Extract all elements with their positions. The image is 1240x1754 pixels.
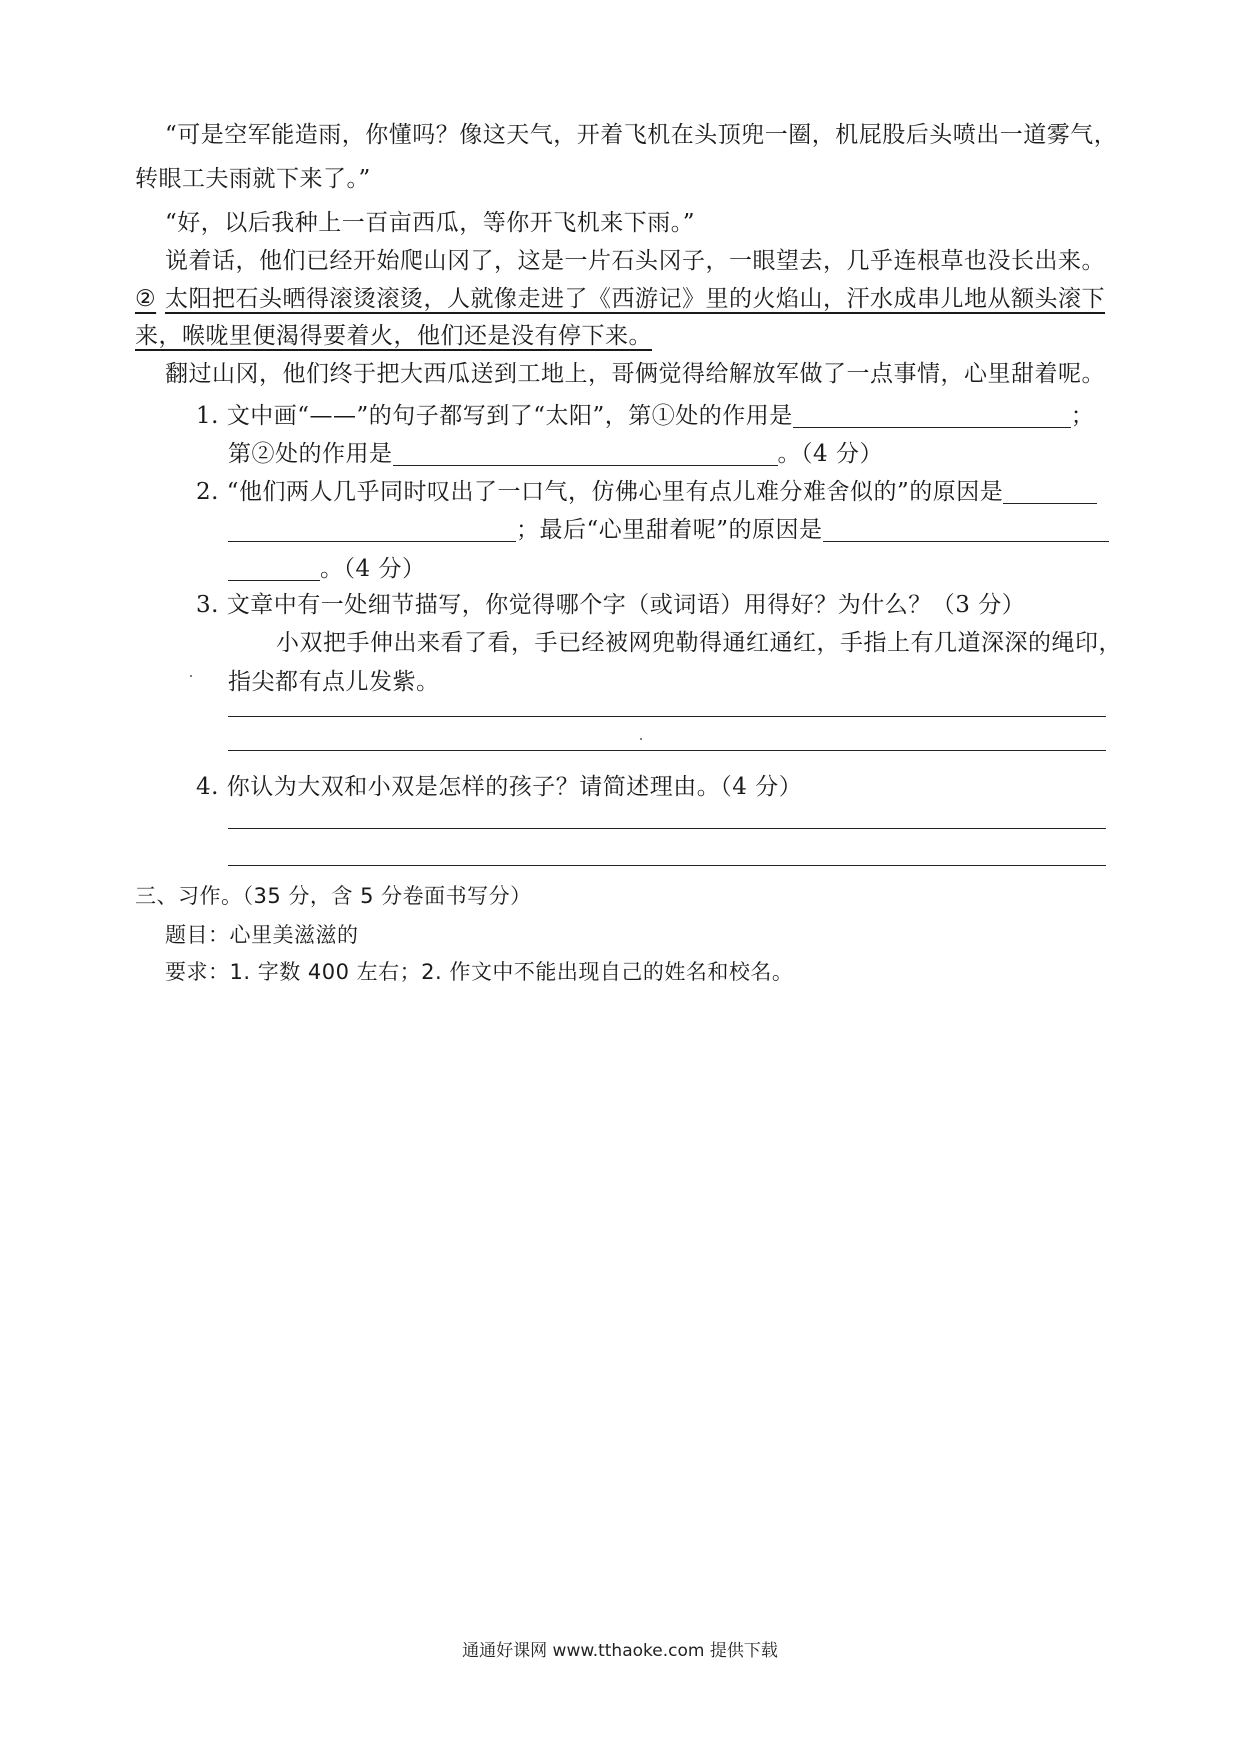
underlined-sentence-marker: ② <box>135 286 157 312</box>
answer-line[interactable] <box>228 750 1106 751</box>
question-text: ；最后“心里甜着呢”的原因是 <box>516 517 823 543</box>
question-1 <box>196 403 1094 428</box>
scan-speck <box>190 675 192 677</box>
answer-line[interactable] <box>228 716 1106 717</box>
question-1-cont <box>228 441 883 466</box>
question-2-cont <box>228 517 1109 542</box>
question-2-cont <box>228 556 425 581</box>
page-footer: 通通好课网 www.tthaoke.com 提供下载 <box>462 1641 778 1661</box>
answer-blank[interactable] <box>393 441 778 466</box>
answer-blank[interactable] <box>823 517 1109 542</box>
composition-requirements: 要求：1. 字数 400 左右；2. 作文中不能出现自己的姓名和校名。 <box>165 960 794 984</box>
question-text: 1. 文中画“——”的句子都写到了“太阳”，第①处的作用是 <box>196 403 793 429</box>
question-3: 3. 文章中有一处细节描写，你觉得哪个字（或词语）用得好？为什么？（3 分） <box>196 592 1026 618</box>
passage-line: “好，以后我种上一百亩西瓜，等你开飞机来下雨。” <box>165 210 696 236</box>
question-2 <box>196 479 1097 504</box>
score-note: 。（4 分） <box>320 556 426 582</box>
composition-topic: 题目：心里美滋滋的 <box>165 923 359 947</box>
quoted-detail: 小双把手伸出来看了看，手已经被网兜勒得通红通红，手指上有几道深深的绳印， <box>276 630 1122 656</box>
question-4: 4. 你认为大双和小双是怎样的孩子？请简述理由。（4 分） <box>196 774 803 800</box>
score-note: 。（4 分） <box>777 441 883 467</box>
scan-speck <box>640 738 642 740</box>
question-text: 第②处的作用是 <box>228 441 393 467</box>
answer-line[interactable] <box>228 865 1106 866</box>
answer-blank[interactable] <box>1003 479 1097 504</box>
passage-line: “可是空军能造雨，你懂吗？像这天气，开着飞机在头顶兜一圈，机屁股后头喷出一道雾气， <box>165 122 1118 148</box>
answer-blank[interactable] <box>793 403 1071 428</box>
passage-line: 说着话，他们已经开始爬山冈了，这是一片石头冈子，一眼望去，几乎连根草也没长出来。 <box>165 248 1105 274</box>
answer-line[interactable] <box>228 828 1106 829</box>
underlined-sentence: 太阳把石头晒得滚烫滚烫，人就像走进了《西游记》里的火焰山，汗水成串儿地从额头滚下 <box>165 286 1105 312</box>
answer-blank[interactable] <box>228 556 320 581</box>
answer-blank[interactable] <box>228 517 516 542</box>
section-heading: 三、习作。（35 分，含 5 分卷面书写分） <box>135 884 532 908</box>
passage-line: 翻过山冈，他们终于把大西瓜送到工地上，哥俩觉得给解放军做了一点事情，心里甜着呢。 <box>165 361 1105 387</box>
underlined-sentence: 来，喉咙里便渴得要着火，他们还是没有停下来。 <box>135 323 652 349</box>
punctuation: ； <box>1070 403 1095 429</box>
quoted-detail: 指尖都有点儿发紫。 <box>228 669 440 695</box>
question-text: 2. “他们两人几乎同时叹出了一口气，仿佛心里有点儿难分难舍似的”的原因是 <box>196 479 1004 505</box>
passage-line: 转眼工夫雨就下来了。” <box>135 166 371 192</box>
